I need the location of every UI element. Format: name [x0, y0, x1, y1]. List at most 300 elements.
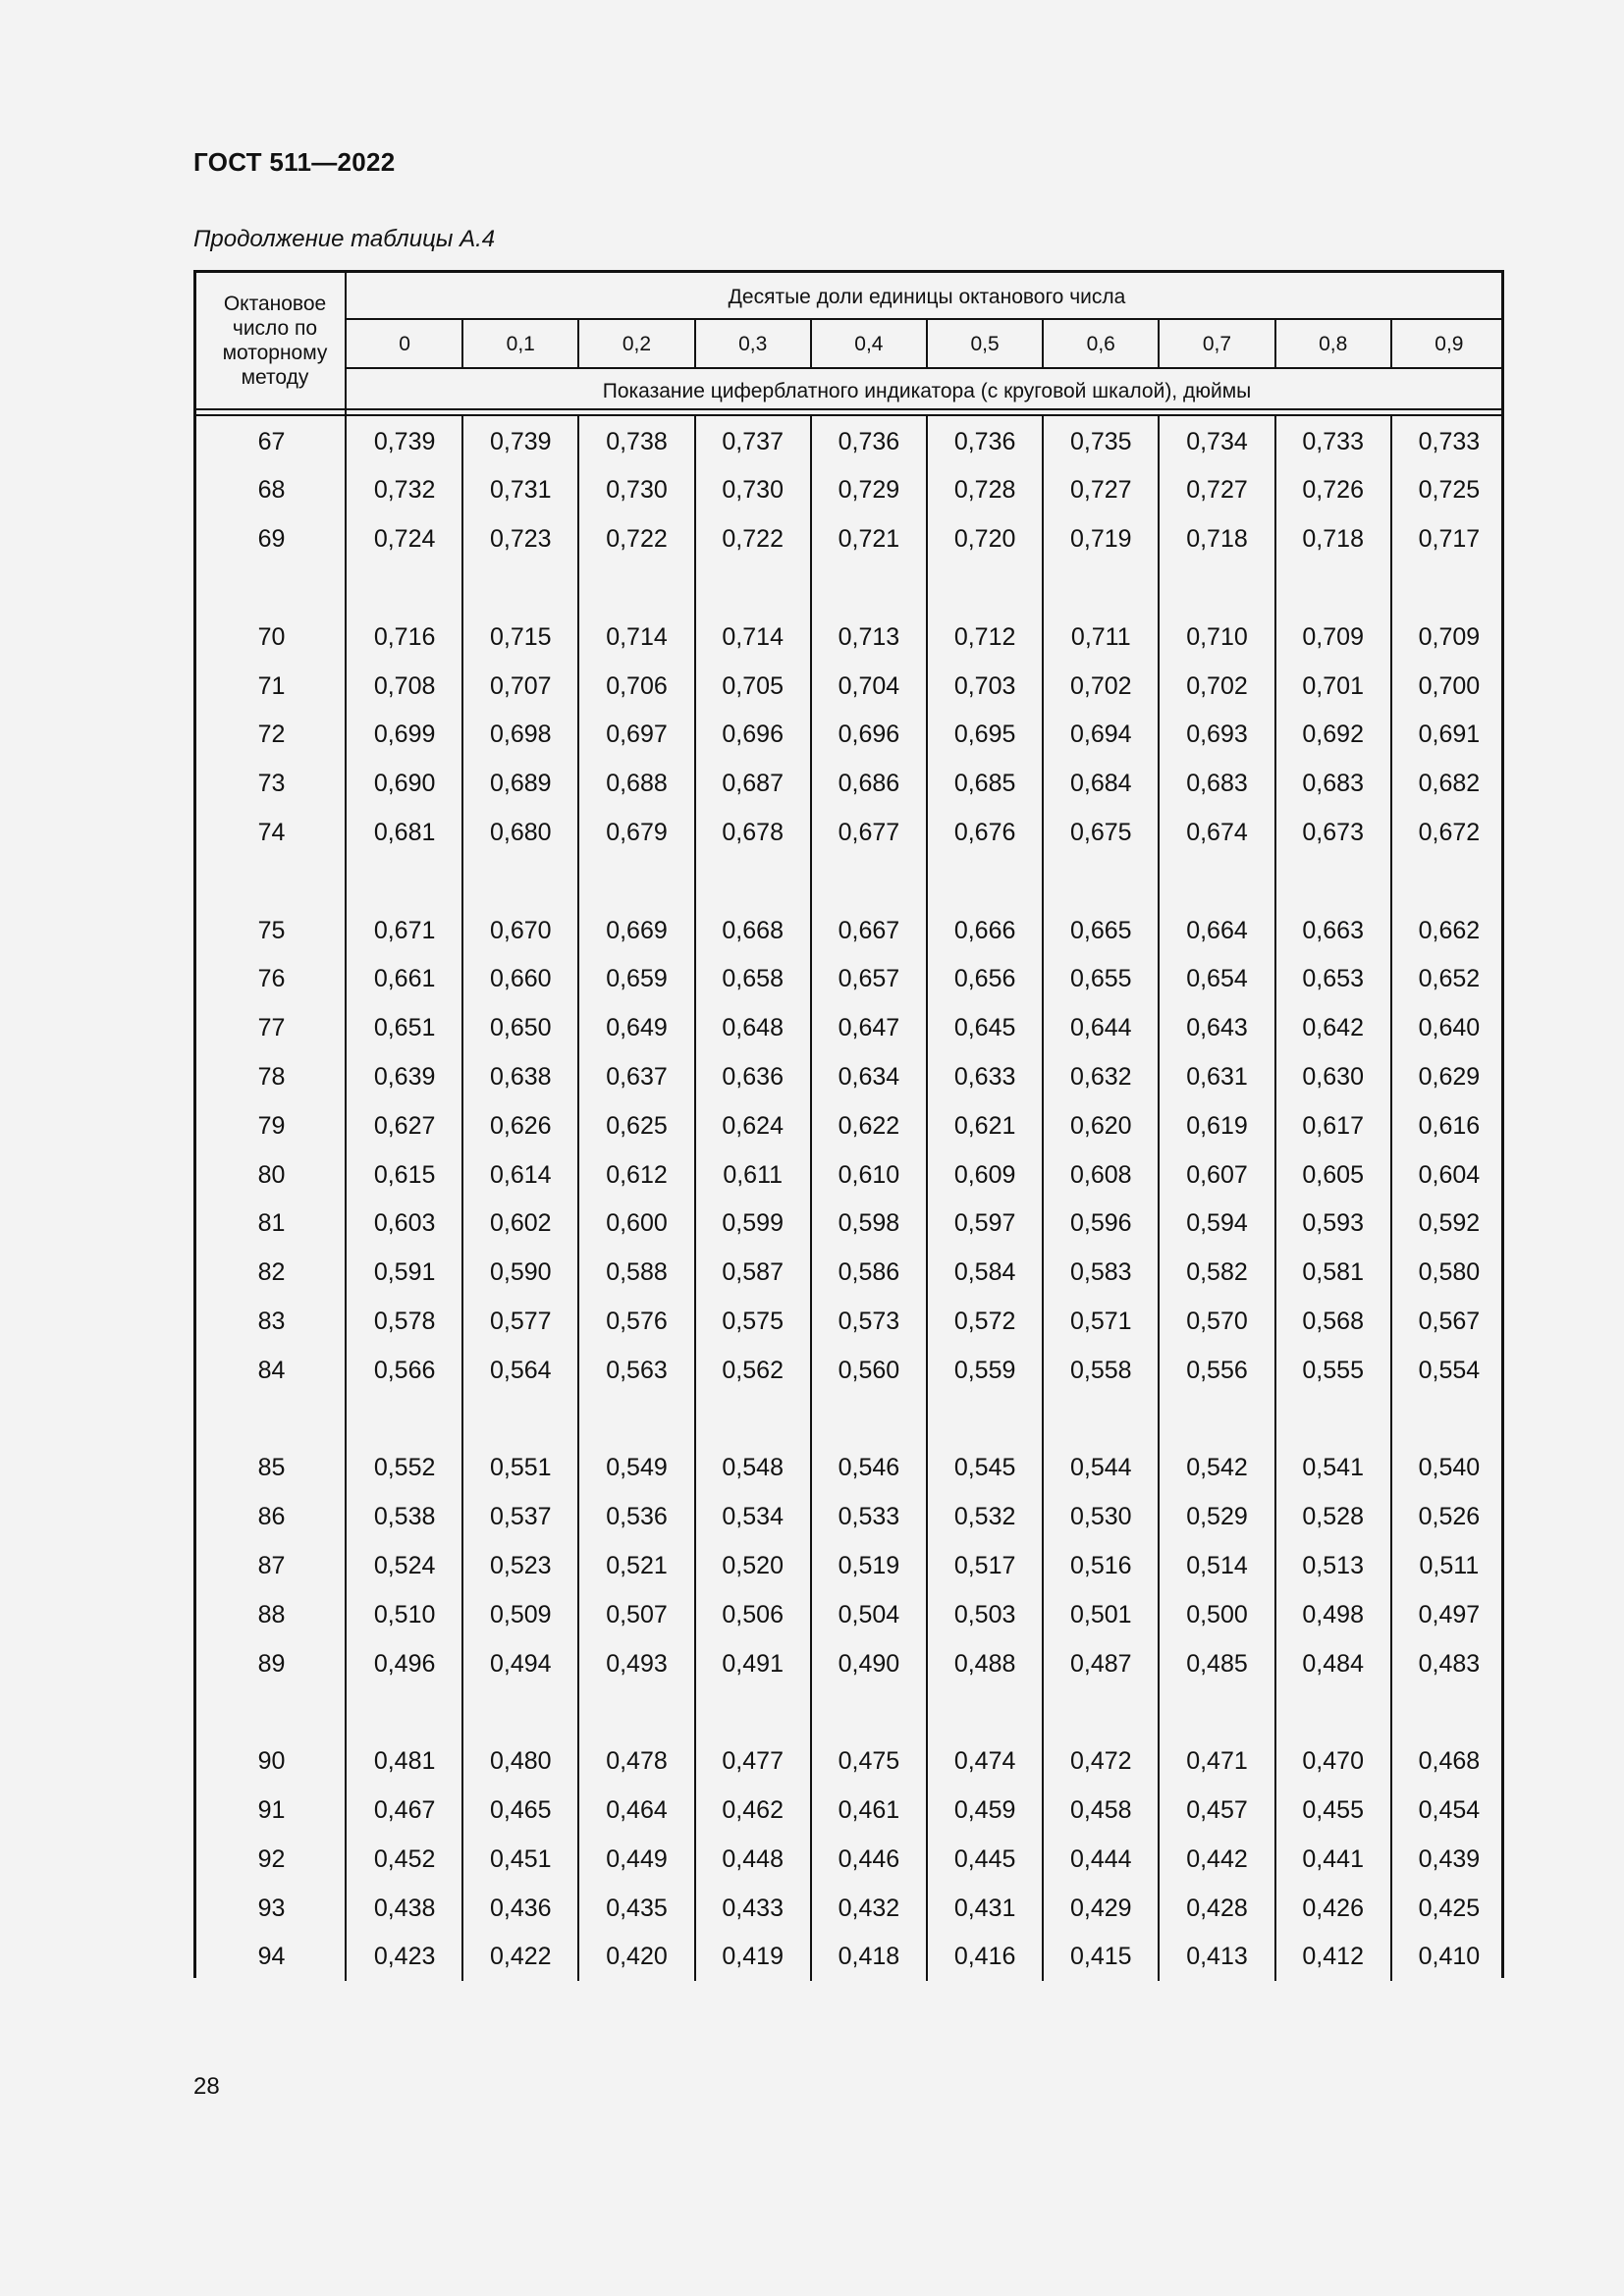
reading-cell: 0,695 — [953, 721, 1016, 749]
octane-number-cell: 91 — [257, 1795, 286, 1824]
reading-cell: 0,709 — [1302, 622, 1364, 651]
reading-cell: 0,552 — [373, 1454, 436, 1482]
column-divider — [926, 414, 928, 1981]
table-row — [196, 663, 1507, 710]
reading-cell: 0,416 — [953, 1943, 1016, 1971]
reading-cell: 0,649 — [606, 1014, 668, 1042]
reading-cell: 0,624 — [722, 1111, 784, 1140]
reading-cell: 0,484 — [1302, 1649, 1364, 1678]
reading-cell: 0,645 — [953, 1014, 1016, 1042]
reading-cell: 0,629 — [1418, 1062, 1481, 1091]
reading-cell: 0,620 — [1070, 1111, 1132, 1140]
reading-cell: 0,458 — [1070, 1795, 1132, 1824]
reading-cell: 0,714 — [722, 622, 784, 651]
reading-cell: 0,643 — [1186, 1014, 1248, 1042]
reading-cell: 0,493 — [606, 1649, 668, 1678]
reading-cell: 0,425 — [1418, 1894, 1481, 1922]
octane-number-cell: 68 — [257, 476, 286, 505]
reading-cell: 0,736 — [838, 427, 900, 455]
reading-cell: 0,693 — [1186, 721, 1248, 749]
reading-cell: 0,644 — [1070, 1014, 1132, 1042]
reading-cell: 0,593 — [1302, 1209, 1364, 1238]
table-row — [196, 1151, 1507, 1199]
reading-cell: 0,619 — [1186, 1111, 1248, 1140]
reading-cell: 0,604 — [1418, 1160, 1481, 1189]
table-row — [196, 907, 1507, 954]
table-row — [196, 1201, 1507, 1248]
row-divider — [196, 414, 1501, 416]
octane-number-cell: 77 — [257, 1014, 286, 1042]
reading-cell: 0,497 — [1418, 1600, 1481, 1629]
reading-cell: 0,721 — [838, 525, 900, 554]
reading-cell: 0,630 — [1302, 1062, 1364, 1091]
reading-cell: 0,705 — [722, 671, 784, 700]
reading-cell: 0,549 — [606, 1454, 668, 1482]
octane-number-cell: 80 — [257, 1160, 286, 1189]
reading-cell: 0,617 — [1302, 1111, 1364, 1140]
reading-cell: 0,591 — [373, 1258, 436, 1287]
reading-cell: 0,598 — [838, 1209, 900, 1238]
reading-cell: 0,465 — [490, 1795, 552, 1824]
reading-cell: 0,651 — [373, 1014, 436, 1042]
reading-cell: 0,516 — [1070, 1551, 1132, 1579]
reading-cell: 0,575 — [722, 1307, 784, 1335]
reading-cell: 0,602 — [490, 1209, 552, 1238]
reading-cell: 0,711 — [1070, 622, 1131, 651]
reading-cell: 0,599 — [722, 1209, 784, 1238]
reading-cell: 0,612 — [606, 1160, 668, 1189]
column-divider — [694, 320, 696, 369]
reading-cell: 0,689 — [490, 770, 552, 798]
reading-cell: 0,475 — [838, 1747, 900, 1776]
octane-number-cell: 72 — [257, 721, 286, 749]
reading-cell: 0,725 — [1418, 476, 1481, 505]
reading-cell: 0,679 — [606, 818, 668, 846]
reading-cell: 0,576 — [606, 1307, 668, 1335]
reading-cell: 0,554 — [1418, 1356, 1481, 1384]
document-code: ГОСТ 511—2022 — [193, 147, 396, 177]
octane-number-cell: 79 — [257, 1111, 286, 1140]
reading-cell: 0,472 — [1070, 1747, 1132, 1776]
reading-cell: 0,507 — [606, 1600, 668, 1629]
row-divider — [345, 367, 1501, 369]
row-divider — [196, 408, 1501, 410]
reading-cell: 0,677 — [838, 818, 900, 846]
reading-cell: 0,634 — [838, 1062, 900, 1091]
reading-cell: 0,701 — [1302, 671, 1364, 700]
reading-cell: 0,712 — [953, 622, 1016, 651]
octane-number-cell: 86 — [257, 1503, 286, 1531]
reading-cell: 0,578 — [373, 1307, 436, 1335]
reading-cell: 0,738 — [606, 427, 668, 455]
reading-cell: 0,676 — [953, 818, 1016, 846]
column-divider — [461, 414, 463, 1981]
octane-number-cell: 69 — [257, 525, 286, 554]
reading-cell: 0,431 — [953, 1894, 1016, 1922]
table-row — [196, 1787, 1507, 1834]
reading-cell: 0,442 — [1186, 1844, 1248, 1873]
reading-cell: 0,719 — [1070, 525, 1132, 554]
reading-cell: 0,639 — [373, 1062, 436, 1091]
reading-cell: 0,739 — [373, 427, 436, 455]
table-row — [196, 1542, 1507, 1589]
reading-cell: 0,718 — [1186, 525, 1248, 554]
reading-cell: 0,716 — [373, 622, 436, 651]
octane-number-cell: 83 — [257, 1307, 286, 1335]
reading-cell: 0,615 — [373, 1160, 436, 1189]
reading-cell: 0,571 — [1070, 1307, 1132, 1335]
reading-cell: 0,533 — [838, 1503, 900, 1531]
reading-cell: 0,718 — [1302, 525, 1364, 554]
reading-cell: 0,477 — [722, 1747, 784, 1776]
reading-cell: 0,523 — [490, 1551, 552, 1579]
reading-cell: 0,714 — [606, 622, 668, 651]
reading-cell: 0,703 — [953, 671, 1016, 700]
reading-cell: 0,700 — [1418, 671, 1481, 700]
reading-cell: 0,653 — [1302, 965, 1364, 993]
octane-number-cell: 88 — [257, 1600, 286, 1629]
reading-cell: 0,487 — [1070, 1649, 1132, 1678]
reading-cell: 0,481 — [373, 1747, 436, 1776]
octane-number-cell: 81 — [257, 1209, 286, 1238]
reading-cell: 0,444 — [1070, 1844, 1132, 1873]
reading-cell: 0,665 — [1070, 916, 1132, 944]
reading-cell: 0,449 — [606, 1844, 668, 1873]
reading-cell: 0,573 — [838, 1307, 900, 1335]
reading-cell: 0,511 — [1419, 1551, 1480, 1579]
reading-cell: 0,633 — [953, 1062, 1016, 1091]
table-row — [196, 1591, 1507, 1638]
table-row — [196, 614, 1507, 661]
reading-cell: 0,524 — [373, 1551, 436, 1579]
reading-cell: 0,526 — [1418, 1503, 1481, 1531]
reading-cell: 0,638 — [490, 1062, 552, 1091]
reading-cell: 0,657 — [838, 965, 900, 993]
reading-cell: 0,590 — [490, 1258, 552, 1287]
column-header: 0 — [399, 332, 410, 355]
reading-cell: 0,614 — [490, 1160, 552, 1189]
reading-cell: 0,517 — [953, 1551, 1016, 1579]
reading-cell: 0,662 — [1418, 916, 1481, 944]
reading-cell: 0,685 — [953, 770, 1016, 798]
column-header: 0,4 — [854, 332, 884, 355]
reading-cell: 0,642 — [1302, 1014, 1364, 1042]
reading-cell: 0,684 — [1070, 770, 1132, 798]
table-row — [196, 1494, 1507, 1541]
reading-cell: 0,412 — [1302, 1943, 1364, 1971]
reading-cell: 0,654 — [1186, 965, 1248, 993]
reading-cell: 0,733 — [1418, 427, 1481, 455]
reading-cell: 0,724 — [373, 525, 436, 554]
reading-cell: 0,451 — [490, 1844, 552, 1873]
table-row — [196, 809, 1507, 856]
reading-cell: 0,648 — [722, 1014, 784, 1042]
reading-cell: 0,467 — [373, 1795, 436, 1824]
octane-number-cell: 70 — [257, 622, 286, 651]
reading-cell: 0,582 — [1186, 1258, 1248, 1287]
octane-number-cell: 84 — [257, 1356, 286, 1384]
reading-cell: 0,694 — [1070, 721, 1132, 749]
reading-cell: 0,637 — [606, 1062, 668, 1091]
reading-cell: 0,513 — [1302, 1551, 1364, 1579]
reading-cell: 0,504 — [838, 1600, 900, 1629]
column-divider — [1158, 320, 1160, 369]
reading-cell: 0,545 — [953, 1454, 1016, 1482]
reading-cell: 0,727 — [1186, 476, 1248, 505]
reading-cell: 0,671 — [373, 916, 436, 944]
reading-cell: 0,583 — [1070, 1258, 1132, 1287]
reading-cell: 0,687 — [722, 770, 784, 798]
reading-cell: 0,457 — [1186, 1795, 1248, 1824]
reading-cell: 0,600 — [606, 1209, 668, 1238]
reading-cell: 0,682 — [1418, 770, 1481, 798]
reading-cell: 0,652 — [1418, 965, 1481, 993]
reading-cell: 0,709 — [1418, 622, 1481, 651]
reading-cell: 0,452 — [373, 1844, 436, 1873]
reading-cell: 0,699 — [373, 721, 436, 749]
column-divider — [694, 414, 696, 1981]
reading-cell: 0,509 — [490, 1600, 552, 1629]
reading-cell: 0,603 — [373, 1209, 436, 1238]
reading-cell: 0,640 — [1418, 1014, 1481, 1042]
table-row — [196, 712, 1507, 759]
reading-cell: 0,596 — [1070, 1209, 1132, 1238]
table-row — [196, 418, 1507, 465]
reading-cell: 0,536 — [606, 1503, 668, 1531]
column-header: 0,7 — [1202, 332, 1232, 355]
reading-cell: 0,675 — [1070, 818, 1132, 846]
reading-cell: 0,551 — [490, 1454, 552, 1482]
reading-cell: 0,436 — [490, 1894, 552, 1922]
column-divider — [461, 320, 463, 369]
reading-cell: 0,470 — [1302, 1747, 1364, 1776]
reading-cell: 0,461 — [838, 1795, 900, 1824]
reading-cell: 0,410 — [1418, 1943, 1481, 1971]
column-header: 0,6 — [1086, 332, 1115, 355]
table-caption: Продолжение таблицы А.4 — [193, 226, 496, 252]
table-row — [196, 956, 1507, 1003]
reading-cell: 0,672 — [1418, 818, 1481, 846]
reading-cell: 0,586 — [838, 1258, 900, 1287]
reading-cell: 0,650 — [490, 1014, 552, 1042]
reading-cell: 0,607 — [1186, 1160, 1248, 1189]
reading-cell: 0,722 — [722, 525, 784, 554]
reading-cell: 0,737 — [722, 427, 784, 455]
group-header: Десятые доли единицы октанового числа — [728, 285, 1126, 308]
reading-cell: 0,597 — [953, 1209, 1016, 1238]
row-header: Октановое число по моторному методу — [222, 293, 328, 389]
table-row — [196, 1445, 1507, 1492]
reading-cell: 0,683 — [1302, 770, 1364, 798]
reading-cell: 0,686 — [838, 770, 900, 798]
reading-cell: 0,566 — [373, 1356, 436, 1384]
reading-cell: 0,688 — [606, 770, 668, 798]
reading-cell: 0,418 — [838, 1943, 900, 1971]
octane-number-cell: 90 — [257, 1747, 286, 1776]
reading-cell: 0,419 — [722, 1943, 784, 1971]
column-divider — [345, 273, 347, 1981]
reading-cell: 0,546 — [838, 1454, 900, 1482]
table-row — [196, 1934, 1507, 1981]
reading-cell: 0,704 — [838, 671, 900, 700]
table-row — [196, 1885, 1507, 1932]
reading-cell: 0,692 — [1302, 721, 1364, 749]
reading-cell: 0,733 — [1302, 427, 1364, 455]
table-row — [196, 761, 1507, 808]
reading-cell: 0,567 — [1418, 1307, 1481, 1335]
reading-cell: 0,540 — [1418, 1454, 1481, 1482]
reading-cell: 0,435 — [606, 1894, 668, 1922]
reading-cell: 0,647 — [838, 1014, 900, 1042]
reading-cell: 0,691 — [1418, 721, 1481, 749]
reading-cell: 0,605 — [1302, 1160, 1364, 1189]
reading-cell: 0,548 — [722, 1454, 784, 1482]
reading-cell: 0,625 — [606, 1111, 668, 1140]
reading-cell: 0,720 — [953, 525, 1016, 554]
reading-cell: 0,616 — [1418, 1111, 1481, 1140]
column-divider — [810, 320, 812, 369]
reading-cell: 0,655 — [1070, 965, 1132, 993]
reading-cell: 0,683 — [1186, 770, 1248, 798]
octane-number-cell: 94 — [257, 1943, 286, 1971]
column-divider — [926, 320, 928, 369]
reading-cell: 0,664 — [1186, 916, 1248, 944]
reading-cell: 0,611 — [723, 1160, 784, 1189]
reading-cell: 0,462 — [722, 1795, 784, 1824]
reading-cell: 0,528 — [1302, 1503, 1364, 1531]
reading-cell: 0,728 — [953, 476, 1016, 505]
reading-cell: 0,490 — [838, 1649, 900, 1678]
reading-cell: 0,584 — [953, 1258, 1016, 1287]
reading-cell: 0,609 — [953, 1160, 1016, 1189]
octane-number-cell: 92 — [257, 1844, 286, 1873]
reading-cell: 0,587 — [722, 1258, 784, 1287]
reading-cell: 0,610 — [838, 1160, 900, 1189]
reading-cell: 0,666 — [953, 916, 1016, 944]
column-divider — [810, 414, 812, 1981]
reading-cell: 0,690 — [373, 770, 436, 798]
reading-cell: 0,488 — [953, 1649, 1016, 1678]
table-row — [196, 1102, 1507, 1149]
reading-cell: 0,483 — [1418, 1649, 1481, 1678]
reading-cell: 0,500 — [1186, 1600, 1248, 1629]
reading-cell: 0,429 — [1070, 1894, 1132, 1922]
reading-cell: 0,415 — [1070, 1943, 1132, 1971]
table-row — [196, 467, 1507, 514]
reading-cell: 0,696 — [722, 721, 784, 749]
reading-cell: 0,491 — [722, 1649, 784, 1678]
reading-cell: 0,568 — [1302, 1307, 1364, 1335]
column-divider — [577, 414, 579, 1981]
reading-cell: 0,446 — [838, 1844, 900, 1873]
column-header: 0,8 — [1319, 332, 1348, 355]
reading-cell: 0,667 — [838, 916, 900, 944]
reading-cell: 0,708 — [373, 671, 436, 700]
reading-cell: 0,448 — [722, 1844, 784, 1873]
reading-cell: 0,498 — [1302, 1600, 1364, 1629]
column-header: 0,9 — [1435, 332, 1464, 355]
reading-cell: 0,413 — [1186, 1943, 1248, 1971]
reading-cell: 0,455 — [1302, 1795, 1364, 1824]
reading-cell: 0,538 — [373, 1503, 436, 1531]
reading-cell: 0,485 — [1186, 1649, 1248, 1678]
column-header: 0,3 — [738, 332, 768, 355]
reading-cell: 0,423 — [373, 1943, 436, 1971]
table-row — [196, 1640, 1507, 1687]
column-header: 0,5 — [970, 332, 1000, 355]
table-row — [196, 1250, 1507, 1297]
reading-cell: 0,441 — [1302, 1844, 1364, 1873]
reading-cell: 0,542 — [1186, 1454, 1248, 1482]
reading-cell: 0,588 — [606, 1258, 668, 1287]
octane-number-cell: 93 — [257, 1894, 286, 1922]
reading-cell: 0,541 — [1302, 1454, 1364, 1482]
reading-cell: 0,459 — [953, 1795, 1016, 1824]
reading-cell: 0,706 — [606, 671, 668, 700]
reading-cell: 0,581 — [1302, 1258, 1364, 1287]
reading-cell: 0,496 — [373, 1649, 436, 1678]
reading-cell: 0,702 — [1186, 671, 1248, 700]
reading-cell: 0,474 — [953, 1747, 1016, 1776]
table-row — [196, 1298, 1507, 1345]
reading-cell: 0,519 — [838, 1551, 900, 1579]
reading-cell: 0,506 — [722, 1600, 784, 1629]
octane-number-cell: 85 — [257, 1454, 286, 1482]
octane-number-cell: 78 — [257, 1062, 286, 1091]
reading-cell: 0,555 — [1302, 1356, 1364, 1384]
reading-cell: 0,723 — [490, 525, 552, 554]
reading-cell: 0,494 — [490, 1649, 552, 1678]
reading-cell: 0,608 — [1070, 1160, 1132, 1189]
reading-cell: 0,464 — [606, 1795, 668, 1824]
reading-cell: 0,707 — [490, 671, 552, 700]
reading-cell: 0,735 — [1070, 427, 1132, 455]
reading-cell: 0,727 — [1070, 476, 1132, 505]
octane-number-cell: 89 — [257, 1649, 286, 1678]
column-divider — [1042, 414, 1044, 1981]
reading-cell: 0,433 — [722, 1894, 784, 1922]
reading-cell: 0,510 — [373, 1600, 436, 1629]
reading-cell: 0,594 — [1186, 1209, 1248, 1238]
reading-cell: 0,580 — [1418, 1258, 1481, 1287]
reading-cell: 0,636 — [722, 1062, 784, 1091]
reading-cell: 0,710 — [1186, 622, 1248, 651]
reading-cell: 0,532 — [953, 1503, 1016, 1531]
column-divider — [1390, 320, 1392, 369]
reading-cell: 0,468 — [1418, 1747, 1481, 1776]
reading-cell: 0,622 — [838, 1111, 900, 1140]
table-row — [196, 1738, 1507, 1786]
reading-cell: 0,428 — [1186, 1894, 1248, 1922]
reading-cell: 0,713 — [838, 622, 900, 651]
column-divider — [577, 320, 579, 369]
table-row — [196, 1053, 1507, 1100]
reading-cell: 0,726 — [1302, 476, 1364, 505]
reading-cell: 0,673 — [1302, 818, 1364, 846]
reading-cell: 0,592 — [1418, 1209, 1481, 1238]
table-row — [196, 1347, 1507, 1394]
reading-cell: 0,501 — [1070, 1600, 1132, 1629]
column-header: 0,2 — [622, 332, 652, 355]
reading-cell: 0,656 — [953, 965, 1016, 993]
reading-cell: 0,478 — [606, 1747, 668, 1776]
reading-cell: 0,426 — [1302, 1894, 1364, 1922]
reading-cell: 0,698 — [490, 721, 552, 749]
reading-cell: 0,432 — [838, 1894, 900, 1922]
unit-header: Показание циферблатного индикатора (с круговой шкалой), дюймы — [602, 379, 1252, 402]
reading-cell: 0,659 — [606, 965, 668, 993]
reading-cell: 0,627 — [373, 1111, 436, 1140]
